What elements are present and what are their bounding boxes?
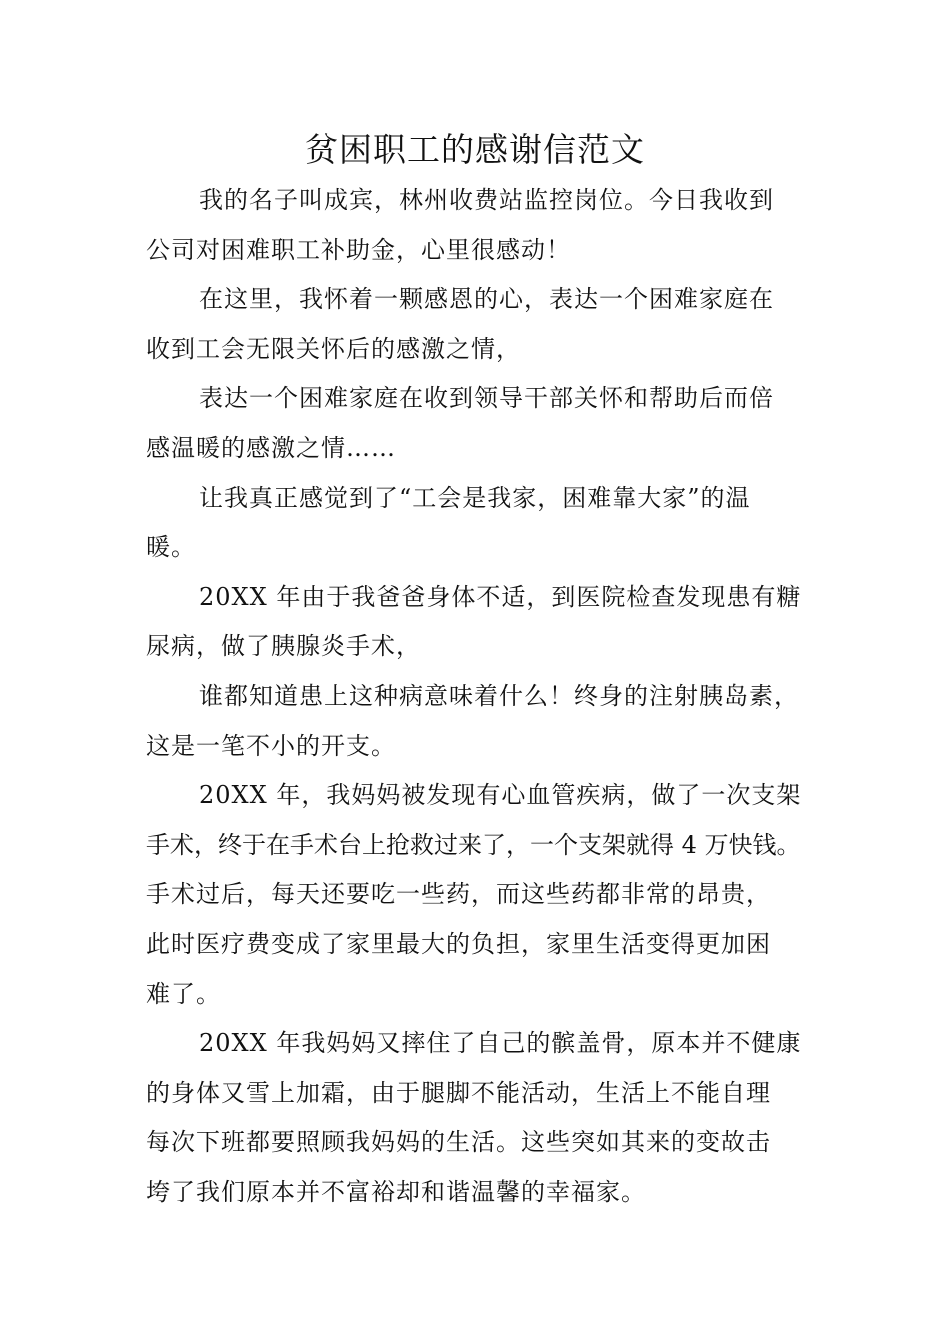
paragraph-line: 暖。 [146,533,196,562]
paragraph-line: 在这里，我怀着一颗感恩的心，表达一个困难家庭在 [199,285,774,314]
paragraph-line: 20XX 年由于我爸爸身体不适，到医院检查发现患有糖 [199,582,802,611]
paragraph-line: 难了。 [146,979,221,1008]
paragraph-line: 让我真正感觉到了“工会是我家，困难靠大家”的温 [199,483,751,512]
paragraph-line: 谁都知道患上这种病意味着什么！终身的注射胰岛素， [199,681,799,710]
paragraph-line: 20XX 年，我妈妈被发现有心血管疾病，做了一次支架 [199,781,802,810]
paragraph-line: 收到工会无限关怀后的感激之情， [146,334,521,363]
paragraph-line: 手术，终于在手术台上抢救过来了，一个支架就得 4 万快钱。 [146,830,801,859]
paragraph-line: 感温暖的感激之情…… [146,433,396,462]
paragraph-line: 公司对困难职工补助金，心里很感动！ [146,235,571,264]
paragraph-line: 这是一笔不小的开支。 [146,731,396,760]
paragraph-line: 尿病，做了胰腺炎手术， [146,632,421,661]
paragraph-line: 20XX 年我妈妈又摔住了自己的髌盖骨，原本并不健康 [199,1029,802,1058]
paragraph-line: 垮了我们原本并不富裕却和谐温馨的幸福家。 [146,1177,646,1206]
paragraph-line: 每次下班都要照顾我妈妈的生活。这些突如其来的变故击 [146,1128,771,1157]
paragraph-line: 此时医疗费变成了家里最大的负担，家里生活变得更加困 [146,929,771,958]
document-title: 贫困职工的感谢信范文 [305,130,645,169]
paragraph-line: 的身体又雪上加霜，由于腿脚不能活动，生活上不能自理 [146,1078,771,1107]
document-body [146,176,810,1217]
paragraph-line: 手术过后，每天还要吃一些药，而这些药都非常的昂贵， [146,880,771,909]
paragraph-line: 我的名子叫成宾，林州收费站监控岗位。今日我收到 [199,186,774,214]
paragraph-line: 表达一个困难家庭在收到领导干部关怀和帮助后而倍 [199,384,774,413]
